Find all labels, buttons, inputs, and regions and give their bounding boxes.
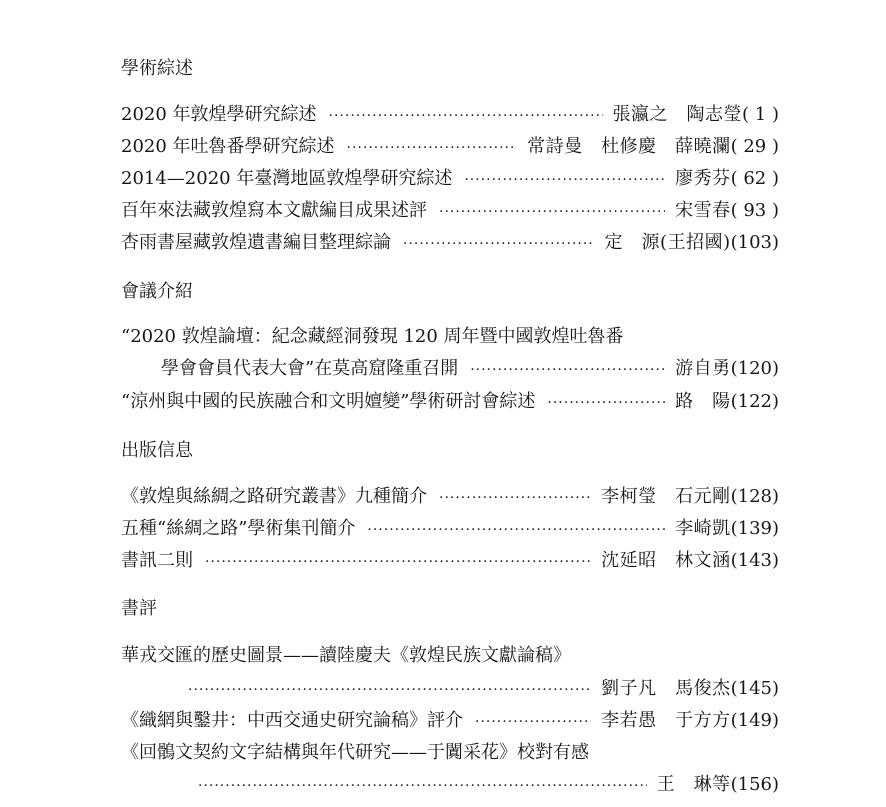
- leader-dots: [205, 550, 591, 573]
- entry-page: ( 1 ): [742, 104, 779, 125]
- leader-dots: [464, 168, 665, 191]
- leader-dots: [470, 358, 665, 381]
- toc-entry: [121, 549, 779, 573]
- entry-page: (139): [730, 518, 779, 539]
- entry-title-line: “2020 敦煌論壇：紀念藏經洞發現 120 周年暨中國敦煌吐魯番: [121, 326, 624, 347]
- toc-entry: [186, 773, 779, 797]
- entry-title: 學會會員代表大會”在莫高窟隆重召開: [161, 358, 459, 379]
- leader-dots: [198, 774, 647, 797]
- entry-page: (145): [730, 678, 779, 699]
- entry-title: 《敦煌與絲綢之路研究叢書》九種簡介: [121, 486, 427, 507]
- toc-entry: [121, 485, 779, 509]
- entry-title: 2020 年敦煌學研究綜述: [121, 104, 317, 125]
- entry-author: 李柯瑩 石元剛: [601, 486, 731, 507]
- entry-title-line: 華戎交匯的歷史圖景——讀陸慶夫《敦煌民族文獻論稿》: [121, 645, 571, 666]
- entry-author: 游自勇: [675, 358, 731, 379]
- entry-author: 李若愚 于方方: [601, 710, 731, 731]
- leader-dots: [475, 710, 591, 733]
- entry-title-line: 《回鶻文契約文字結構與年代研究——于闐采花》校對有感: [121, 742, 589, 763]
- toc-entry: [121, 709, 779, 733]
- entry-page: (122): [730, 391, 779, 412]
- leader-dots: [188, 678, 591, 701]
- entry-author: 常詩曼 杜修慶 薛曉瀾: [527, 136, 731, 157]
- entry-title: 2014—2020 年臺灣地區敦煌學研究綜述: [121, 168, 453, 189]
- toc-entry: [121, 231, 779, 255]
- entry-page: (149): [730, 710, 779, 731]
- entry-page: ( 93 ): [730, 200, 779, 221]
- entry-author: 宋雪春: [675, 200, 731, 221]
- leader-dots: [547, 391, 665, 414]
- leader-dots: [439, 486, 591, 509]
- entry-title: 杏雨書屋藏敦煌遺書編目整理綜論: [121, 232, 391, 253]
- leader-dots: [347, 136, 518, 159]
- entry-title: 百年來法藏敦煌寫本文獻編目成果述評: [121, 200, 427, 221]
- leader-dots: [403, 232, 595, 255]
- toc-entry: [121, 135, 779, 159]
- entry-page: (120): [730, 358, 779, 379]
- entry-page: ( 29 ): [730, 136, 779, 157]
- toc-entry: [121, 517, 779, 541]
- entry-page: ( 62 ): [730, 168, 779, 189]
- entry-title: 2020 年吐魯番學研究綜述: [121, 136, 335, 157]
- toc-entry: [121, 390, 779, 414]
- leader-dots: [439, 200, 665, 223]
- entry-page: (156): [730, 774, 779, 795]
- section-heading: 出版信息: [121, 440, 193, 461]
- entry-page: (128): [730, 486, 779, 507]
- toc-entry: [161, 357, 779, 381]
- entry-title: 書訊二則: [121, 550, 193, 571]
- entry-title: “涼州與中國的民族融合和文明嬗變”學術研討會綜述: [121, 391, 536, 412]
- section-heading: 學術綜述: [121, 58, 193, 79]
- leader-dots: [329, 104, 603, 127]
- entry-page: (143): [730, 550, 779, 571]
- entry-author: 劉子凡 馬俊杰: [601, 678, 731, 699]
- entry-author: 張瀛之 陶志瑩: [612, 104, 743, 125]
- entry-author: 定 源(王招國): [604, 232, 731, 253]
- entry-title: 《織網與鑿井：中西交通史研究論稿》評介: [121, 710, 463, 731]
- section-heading: 書評: [121, 598, 157, 619]
- toc-entry: [121, 103, 779, 127]
- entry-author: 路 陽: [675, 391, 731, 412]
- entry-title: 五種“絲綢之路”學術集刊簡介: [121, 518, 356, 539]
- toc-entry: [121, 167, 779, 191]
- entry-author: 廖秀芬: [675, 168, 731, 189]
- entry-page: (103): [730, 232, 779, 253]
- section-heading: 會議介紹: [121, 281, 193, 302]
- toc-entry: [121, 199, 779, 223]
- entry-author: 王 琳等: [656, 774, 731, 795]
- entry-author: 沈延昭 林文涵: [601, 550, 731, 571]
- leader-dots: [367, 518, 665, 541]
- entry-author: 李崎凱: [675, 518, 731, 539]
- toc-entry: [176, 677, 779, 701]
